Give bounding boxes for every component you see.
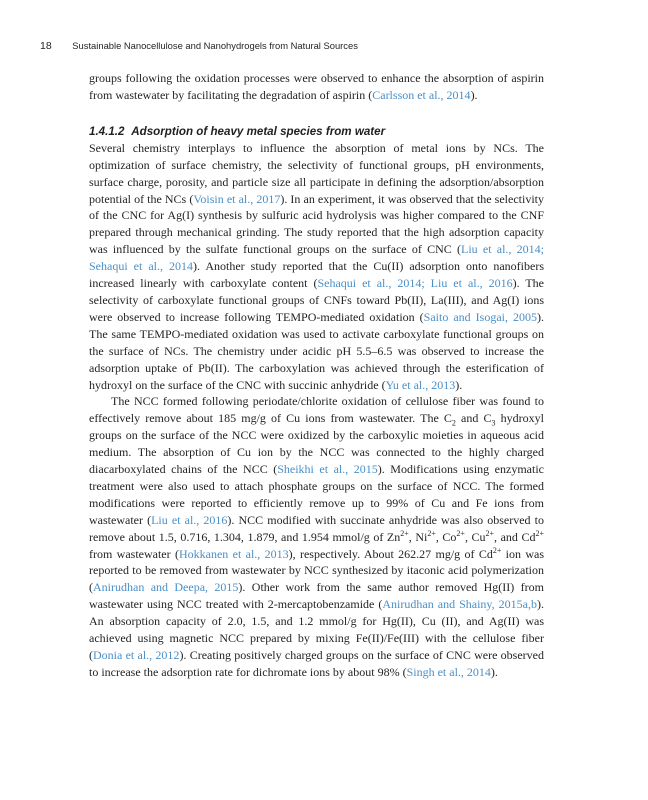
citation-link[interactable]: Yu et al., 2013 bbox=[385, 377, 456, 392]
citation-link[interactable]: Sheikhi et al., 2015 bbox=[277, 462, 378, 477]
text-run: from wastewater ( bbox=[89, 546, 179, 561]
running-header bbox=[40, 40, 358, 54]
citation-link[interactable]: Donia et al., 2012 bbox=[93, 648, 180, 662]
superscript: 2+ bbox=[535, 528, 544, 538]
superscript: 2+ bbox=[456, 528, 465, 538]
body-paragraph bbox=[89, 140, 544, 394]
citation-link[interactable]: Hokkanen et al., 2013 bbox=[178, 546, 289, 561]
text-run: , Co bbox=[435, 529, 457, 544]
text-run: ). In an experiment, it was observed that the selectivity of the CNC for Ag(I) synthesis by sulfuric acid hydrolysis was higher compared to the CNF prepared through mechanical grinding. The study reported that the high adsorption capacity was influenced by the sulfate functional groups on the surface of CNC ( bbox=[89, 191, 544, 257]
page-body bbox=[89, 70, 544, 681]
subscript: 3 bbox=[491, 418, 496, 428]
text-run: ). bbox=[455, 377, 463, 392]
text-run: The NCC formed following periodate/chlorite oxidation of cellulose fiber was found to effectively remove about 185 mg/g of Cu ions from wastewater. The C bbox=[89, 394, 544, 426]
text-run: Several chemistry interplays to influence the absorption of metal ions by NCs. The optimization of surface chemistry, the selectivity of functional groups, pH environments, surface charge, porosity, and particle size all participate in defining the adsorption/absorption potential of the NCs ( bbox=[89, 140, 544, 206]
text-run: ). NCC modified with succinate anhydride was also observed to remove about 1.5, 0.716, 1.304, 1.879, and 1.954 mmol/g of Zn bbox=[89, 512, 544, 544]
text-run: ). An absorption capacity of 2.0, 1.5, and 1.2 mmol/g for Hg(II), Cu (II), and Ag(II) was achieved using magnetic NCC prepared by mixing Fe(II)/Fe(III) with the cellulose fiber ( bbox=[89, 597, 544, 662]
superscript: 2+ bbox=[492, 545, 502, 555]
text-run: ). Another study reported that the Cu(II) adsorption onto nanofibers increased linearly with carboxylate content ( bbox=[89, 259, 544, 291]
text-run: , Ni bbox=[408, 529, 428, 544]
book-title: Sustainable Nanocellulose and Nanohydrogels from Natural Sources bbox=[72, 40, 358, 51]
citation-link[interactable]: Saito and Isogai, 2005 bbox=[423, 309, 537, 324]
text-run: ). Other work from the same author removed Hg(II) from wastewater using NCC treated with 2-mercaptobenzamide ( bbox=[89, 580, 544, 612]
text-run: ), respectively. About 262.27 mg/g of Cd bbox=[288, 546, 493, 561]
intro-paragraph bbox=[89, 70, 544, 104]
superscript: 2+ bbox=[427, 528, 436, 538]
citation-link[interactable]: Anirudhan and Deepa, 2015 bbox=[93, 580, 239, 595]
text-run: ). Modifications using enzymatic treatment were also used to attach phosphate groups on the surface of NCC. The formed modifications were reported to efficiently remove up to 99% of Cu and Fe ions from wastewater ( bbox=[89, 462, 544, 527]
citation-link[interactable]: Anirudhan and Shainy, 2015a,b bbox=[382, 597, 537, 612]
citation-link[interactable]: Voisin et al., 2017 bbox=[193, 191, 281, 206]
text-run: , Cu bbox=[464, 529, 486, 544]
text-run: ). The selectivity of carboxylate functional groups of CNFs toward Pb(II), La(III), and Ag(I) ions were observed to increase following TEMPO-mediated oxidation ( bbox=[89, 276, 544, 324]
text-run: groups following the oxidation processes were observed to enhance the absorption of aspirin from wastewater by facilitating the degradation of aspirin ( bbox=[89, 71, 544, 102]
citation-link[interactable]: Carlsson et al., 2014 bbox=[372, 87, 471, 102]
citation-link[interactable]: Liu et al., 2014; Sehaqui et al., 2014 bbox=[89, 242, 544, 274]
subscript: 2 bbox=[451, 418, 456, 428]
section-number: 1.4.1.2 bbox=[89, 124, 125, 138]
body-paragraph bbox=[89, 393, 544, 680]
page-number: 18 bbox=[40, 40, 52, 52]
citation-link[interactable]: Liu et al., 2016 bbox=[151, 512, 228, 527]
text-run: ). Creating positively charged groups on the surface of CNC were observed to increase the adsorption rate for dichromate ions by about 98% ( bbox=[89, 648, 544, 679]
section-heading bbox=[89, 124, 544, 140]
citation-link[interactable]: Sehaqui et al., 2014; Liu et al., 2016 bbox=[317, 276, 513, 291]
text-run: ). bbox=[470, 87, 478, 102]
superscript: 2+ bbox=[400, 528, 409, 538]
section-title: Adsorption of heavy metal species from water bbox=[131, 124, 386, 138]
text-run: and C bbox=[455, 411, 492, 426]
citation-link[interactable]: Singh et al., 2014 bbox=[406, 664, 491, 679]
text-run: , and Cd bbox=[494, 529, 536, 544]
text-run: hydroxyl groups on the surface of the NCC were oxidized by the carboxylic moieties in aqueous acid medium. The absorption of Cu ion by the NCC was connected to the highly charged diacarboxylated chains of the NCC ( bbox=[89, 411, 544, 477]
text-run: ). The same TEMPO-mediated oxidation was used to activate carboxylate functional groups on the surface of NCs. The chemistry under acidic pH 5.5–6.5 was observed to increase the adsorption uptake of Pb(II). The carboxylation was achieved through the esterification of hydroxyl on the surface of the CNC with succinic anhydride ( bbox=[89, 309, 544, 392]
text-run: ). bbox=[490, 664, 498, 679]
text-run: ion was reported to be removed from wastewater by NCC synthesized by itaconic acid polymerization ( bbox=[89, 546, 545, 595]
superscript: 2+ bbox=[485, 528, 495, 538]
